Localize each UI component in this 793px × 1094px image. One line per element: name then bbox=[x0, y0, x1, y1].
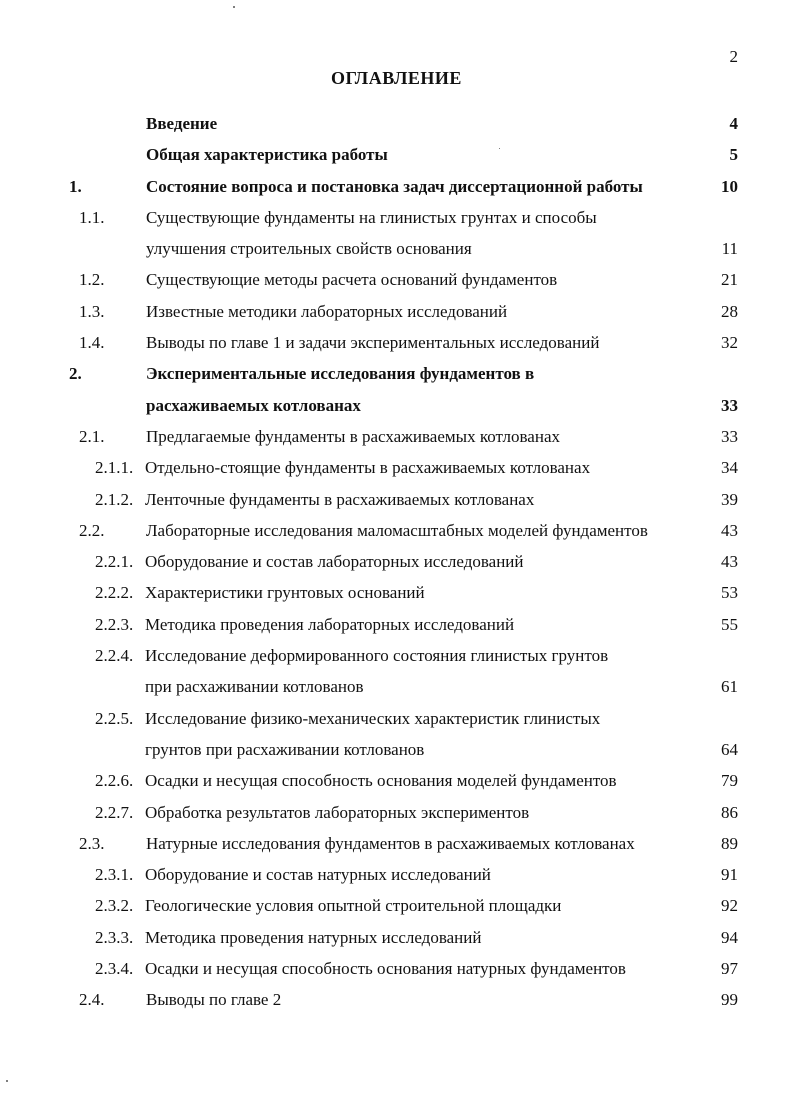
toc-entry-number: 2.4. bbox=[79, 990, 105, 1010]
table-of-contents bbox=[0, 110, 793, 1018]
toc-entry-title: расхаживаемых котлованах bbox=[146, 395, 361, 415]
toc-entry-number: 2.1.2. bbox=[95, 489, 134, 509]
toc-entry-number: 2.3.1. bbox=[95, 865, 134, 885]
toc-entry-title: Натурные исследования фундаментов в расхаживаемых котлованах bbox=[146, 833, 635, 853]
scan-speck bbox=[233, 6, 235, 8]
toc-entry-title: Осадки и несущая способность основания натурных фундаментов bbox=[145, 959, 626, 979]
toc-entry-page: 89 bbox=[721, 833, 738, 853]
toc-entry bbox=[0, 486, 793, 517]
toc-entry-page: 4 bbox=[729, 114, 738, 133]
toc-entry bbox=[0, 204, 793, 235]
toc-entry-number: 2.3.2. bbox=[95, 896, 134, 916]
toc-entry-title: Общая характеристика работы bbox=[146, 145, 388, 165]
toc-entry-title: улучшения строительных свойств основания bbox=[146, 239, 472, 259]
toc-entry bbox=[0, 266, 793, 297]
toc-entry bbox=[0, 454, 793, 485]
toc-entry bbox=[0, 235, 793, 266]
toc-entry-number: 2.1. bbox=[79, 426, 105, 446]
page-title: ОГЛАВЛЕНИЕ bbox=[331, 68, 462, 88]
toc-entry-page: 28 bbox=[721, 301, 738, 321]
toc-entry-title: Предлагаемые фундаменты в расхаживаемых котлованах bbox=[146, 426, 560, 446]
toc-entry-number: 2.2.3. bbox=[95, 614, 134, 634]
toc-entry-page: 11 bbox=[721, 239, 738, 259]
toc-entry bbox=[0, 423, 793, 454]
toc-entry-title: при расхаживании котлованов bbox=[145, 677, 364, 697]
toc-entry-page: 92 bbox=[721, 896, 738, 916]
page-number: 2 bbox=[729, 47, 738, 66]
toc-entry-page: 79 bbox=[721, 771, 738, 791]
toc-entry-page: 43 bbox=[721, 520, 738, 540]
toc-entry-page: 86 bbox=[721, 802, 738, 822]
toc-entry bbox=[0, 329, 793, 360]
toc-entry-number: 2.2.1. bbox=[95, 552, 134, 572]
toc-entry bbox=[0, 611, 793, 642]
toc-entry bbox=[0, 110, 793, 141]
toc-entry-page: 39 bbox=[721, 489, 738, 509]
toc-entry bbox=[0, 392, 793, 423]
toc-entry bbox=[0, 673, 793, 704]
toc-entry-page: 61 bbox=[721, 677, 738, 697]
toc-entry-title: грунтов при расхаживании котлованов bbox=[145, 739, 425, 759]
toc-entry-page: 33 bbox=[721, 395, 738, 415]
toc-entry-title: Исследование деформированного состояния глинистых грунтов bbox=[145, 646, 609, 666]
toc-entry-title: Выводы по главе 1 и задачи экспериментальных исследований bbox=[146, 333, 600, 353]
toc-entry-number: 2.2.7. bbox=[95, 802, 134, 822]
toc-entry-page: 21 bbox=[721, 270, 738, 290]
toc-entry bbox=[0, 767, 793, 798]
toc-entry-number: 2.1.1. bbox=[95, 458, 134, 478]
toc-entry-page: 99 bbox=[721, 990, 738, 1010]
toc-entry-title: Экспериментальные исследования фундаментов в bbox=[146, 364, 535, 384]
toc-entry-title: Методика проведения лабораторных исследований bbox=[145, 614, 515, 634]
toc-entry bbox=[0, 517, 793, 548]
toc-entry-page: 34 bbox=[721, 458, 738, 478]
toc-entry-title: Существующие методы расчета оснований фундаментов bbox=[146, 270, 558, 290]
toc-entry-page: 64 bbox=[721, 739, 738, 759]
toc-entry-page: 91 bbox=[721, 865, 738, 885]
toc-entry-title: Исследование физико-механических характеристик глинистых bbox=[145, 708, 601, 728]
toc-entry-title: Отдельно-стоящие фундаменты в расхаживаемых котлованах bbox=[145, 458, 591, 478]
toc-entry bbox=[0, 892, 793, 923]
toc-entry bbox=[0, 924, 793, 955]
toc-entry bbox=[0, 986, 793, 1017]
toc-entry-page: 94 bbox=[721, 927, 738, 947]
toc-entry bbox=[0, 360, 793, 391]
toc-entry bbox=[0, 141, 793, 172]
toc-entry-number: 1.3. bbox=[79, 301, 105, 321]
toc-entry-page: 53 bbox=[721, 583, 738, 603]
toc-entry-page: 55 bbox=[721, 614, 738, 634]
toc-entry-title: Осадки и несущая способность основания моделей фундаментов bbox=[145, 771, 617, 791]
toc-entry-title: Введение bbox=[146, 114, 218, 133]
toc-entry-title: Известные методики лабораторных исследований bbox=[146, 301, 508, 321]
toc-entry bbox=[0, 861, 793, 892]
toc-entry-number: 2. bbox=[69, 364, 82, 384]
toc-entry bbox=[0, 830, 793, 861]
scan-speck bbox=[6, 1080, 8, 1082]
toc-entry-page: 97 bbox=[721, 959, 738, 979]
toc-entry-title: Обработка результатов лабораторных экспериментов bbox=[145, 802, 530, 822]
toc-entry-number: 2.2.6. bbox=[95, 771, 134, 791]
toc-entry bbox=[0, 298, 793, 329]
toc-entry bbox=[0, 548, 793, 579]
toc-entry-page: 33 bbox=[721, 426, 738, 446]
toc-entry-title: Существующие фундаменты на глинистых грунтах и способы bbox=[146, 207, 597, 227]
toc-entry-number: 1.2. bbox=[79, 270, 105, 290]
toc-entry-number: 2.2.5. bbox=[95, 708, 134, 728]
toc-entry-page: 10 bbox=[721, 176, 738, 196]
toc-entry bbox=[0, 579, 793, 610]
toc-entry bbox=[0, 705, 793, 736]
toc-entry-number: 1.1. bbox=[79, 207, 105, 227]
toc-entry-title: Методика проведения натурных исследований bbox=[145, 927, 482, 947]
toc-entry-number: 2.2.4. bbox=[95, 646, 134, 666]
toc-entry-title: Геологические условия опытной строительной площадки bbox=[145, 896, 562, 916]
toc-entry-title: Оборудование и состав натурных исследований bbox=[145, 865, 491, 885]
toc-entry-number: 2.3.3. bbox=[95, 927, 134, 947]
toc-entry-number: 1.4. bbox=[79, 333, 105, 353]
toc-entry bbox=[0, 955, 793, 986]
toc-entry bbox=[0, 736, 793, 767]
toc-entry-number: 1. bbox=[69, 176, 82, 196]
toc-entry-page: 5 bbox=[729, 145, 738, 165]
toc-entry-title: Лабораторные исследования маломасштабных моделей фундаментов bbox=[146, 520, 648, 540]
toc-entry-page: 32 bbox=[721, 333, 738, 353]
toc-entry-number: 2.2. bbox=[79, 520, 105, 540]
toc-entry-title: Ленточные фундаменты в расхаживаемых котлованах bbox=[145, 489, 535, 509]
toc-entry-number: 2.3.4. bbox=[95, 959, 134, 979]
toc-entry bbox=[0, 642, 793, 673]
toc-entry bbox=[0, 799, 793, 830]
toc-entry-title: Состояние вопроса и постановка задач диссертационной работы bbox=[146, 176, 643, 196]
toc-entry-number: 2.2.2. bbox=[95, 583, 134, 603]
toc-entry-number: 2.3. bbox=[79, 833, 105, 853]
toc-entry-title: Оборудование и состав лабораторных исследований bbox=[145, 552, 524, 572]
toc-entry-page: 43 bbox=[721, 552, 738, 572]
toc-entry bbox=[0, 173, 793, 204]
toc-entry-title: Характеристики грунтовых оснований bbox=[145, 583, 425, 603]
toc-entry-title: Выводы по главе 2 bbox=[146, 990, 282, 1010]
